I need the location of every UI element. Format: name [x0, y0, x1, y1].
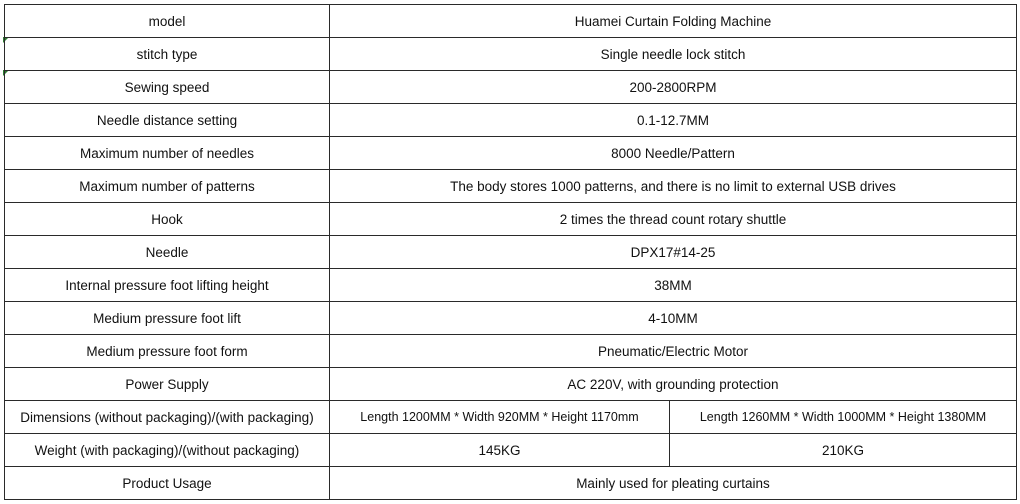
row-value-with-packaging: 145KG — [330, 434, 670, 467]
table-row — [5, 467, 1017, 500]
row-value: Mainly used for pleating curtains — [330, 467, 1017, 500]
row-value-without-packaging: Length 1200MM * Width 920MM * Height 1170mm — [330, 401, 670, 434]
table-row — [5, 38, 1017, 71]
row-value: Pneumatic/Electric Motor — [330, 335, 1017, 368]
table-row — [5, 302, 1017, 335]
row-label: Power Supply — [5, 368, 330, 401]
row-label: Medium pressure foot lift — [5, 302, 330, 335]
table-row — [5, 137, 1017, 170]
row-value: 8000 Needle/Pattern — [330, 137, 1017, 170]
row-label: Weight (with packaging)/(without packaging) — [5, 434, 330, 467]
table-row — [5, 104, 1017, 137]
row-label: stitch type — [5, 38, 330, 71]
row-value: The body stores 1000 patterns, and there is no limit to external USB drives — [330, 170, 1017, 203]
row-value: 4-10MM — [330, 302, 1017, 335]
row-label: Medium pressure foot form — [5, 335, 330, 368]
table-row — [5, 368, 1017, 401]
spec-table — [4, 4, 1017, 500]
table-row — [5, 434, 1017, 467]
row-label: Product Usage — [5, 467, 330, 500]
row-label: Maximum number of patterns — [5, 170, 330, 203]
row-label: Needle distance setting — [5, 104, 330, 137]
row-value: 2 times the thread count rotary shuttle — [330, 203, 1017, 236]
row-value: 0.1-12.7MM — [330, 104, 1017, 137]
row-value-with-packaging: Length 1260MM * Width 1000MM * Height 1380MM — [670, 401, 1017, 434]
row-value: Huamei Curtain Folding Machine — [330, 5, 1017, 38]
row-label: Hook — [5, 203, 330, 236]
row-value: 38MM — [330, 269, 1017, 302]
row-label: Internal pressure foot lifting height — [5, 269, 330, 302]
row-label: Sewing speed — [5, 71, 330, 104]
row-label: Needle — [5, 236, 330, 269]
table-row — [5, 269, 1017, 302]
row-value: DPX17#14-25 — [330, 236, 1017, 269]
table-row — [5, 401, 1017, 434]
table-row — [5, 170, 1017, 203]
row-label: Maximum number of needles — [5, 137, 330, 170]
row-value: AC 220V, with grounding protection — [330, 368, 1017, 401]
row-value-without-packaging: 210KG — [670, 434, 1017, 467]
table-row — [5, 5, 1017, 38]
table-row — [5, 236, 1017, 269]
table-row — [5, 71, 1017, 104]
row-value: 200-2800RPM — [330, 71, 1017, 104]
table-row — [5, 203, 1017, 236]
table-row — [5, 335, 1017, 368]
row-label: model — [5, 5, 330, 38]
row-value: Single needle lock stitch — [330, 38, 1017, 71]
row-label: Dimensions (without packaging)/(with packaging) — [5, 401, 330, 434]
